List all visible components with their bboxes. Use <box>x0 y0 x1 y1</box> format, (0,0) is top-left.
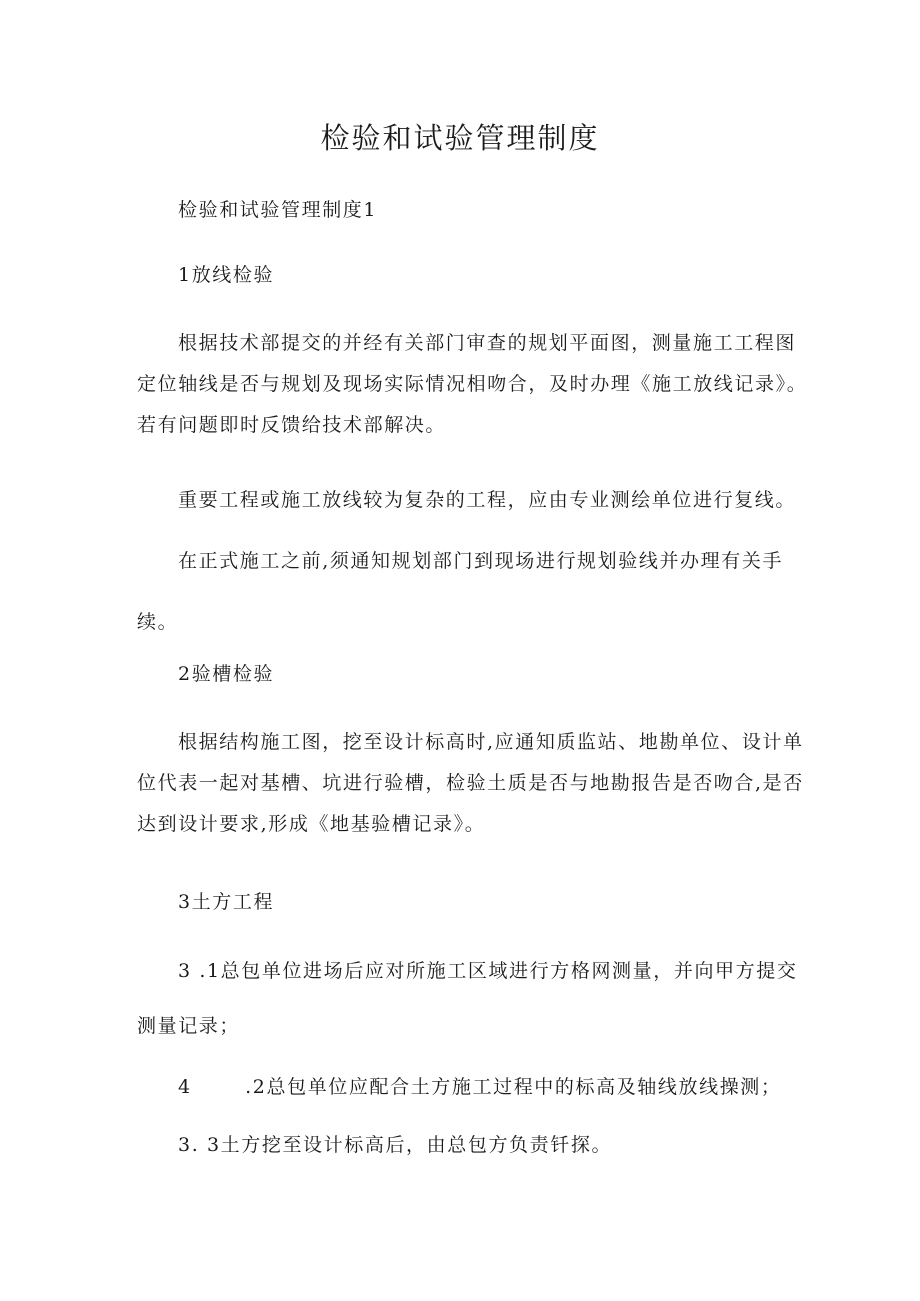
paragraph-line: 若有问题即时反馈给技术部解决。 <box>137 414 447 436</box>
paragraph-line: 在正式施工之前,须通知规划部门到现场进行规划验线并办理有关手 <box>178 550 784 572</box>
paragraph-line: 续。 <box>137 611 179 633</box>
section3-item1 <box>137 951 797 1047</box>
section2-heading: 2验槽检验 <box>178 663 275 685</box>
section1-paragraph3 <box>137 541 797 643</box>
paragraph-line: 达到设计要求,形成《地基验槽记录》。 <box>137 813 486 835</box>
section3-heading: 3土方工程 <box>178 891 275 913</box>
section2-paragraph1 <box>137 722 804 845</box>
section1-paragraph1 <box>137 323 808 446</box>
paragraph-line: 根据结构施工图，挖至设计标高时,应通知质监站、地勘单位、设计单 <box>178 731 804 753</box>
section1-paragraph2: 重要工程或施工放线较为复杂的工程，应由专业测绘单位进行复线。 <box>178 489 797 511</box>
subtitle: 检验和试验管理制度1 <box>178 199 378 221</box>
paragraph-line: 定位轴线是否与规划及现场实际情况相吻合，及时办理《施工放线记录》。 <box>137 373 808 395</box>
section3-item3: 3. 3土方挖至设计标高后，由总包方负责钎探。 <box>178 1134 613 1156</box>
paragraph-line: 根据技术部提交的并经有关部门审查的规划平面图，测量施工工程图 <box>178 332 797 354</box>
section1-heading: 1放线检验 <box>178 264 275 286</box>
paragraph-line: 测量记录； <box>137 1015 241 1037</box>
paragraph-line: 位代表一起对基槽、坑进行验槽，检验土质是否与地勘报告是否吻合,是否 <box>137 772 804 794</box>
paragraph-line: 3 .1总包单位进场后应对所施工区域进行方格网测量，并向甲方提交 <box>178 960 798 982</box>
section3-item2: 4 .2总包单位应配合土方施工过程中的标高及轴线放线操测； <box>178 1076 782 1098</box>
document-title: 检验和试验管理制度 <box>320 121 600 155</box>
